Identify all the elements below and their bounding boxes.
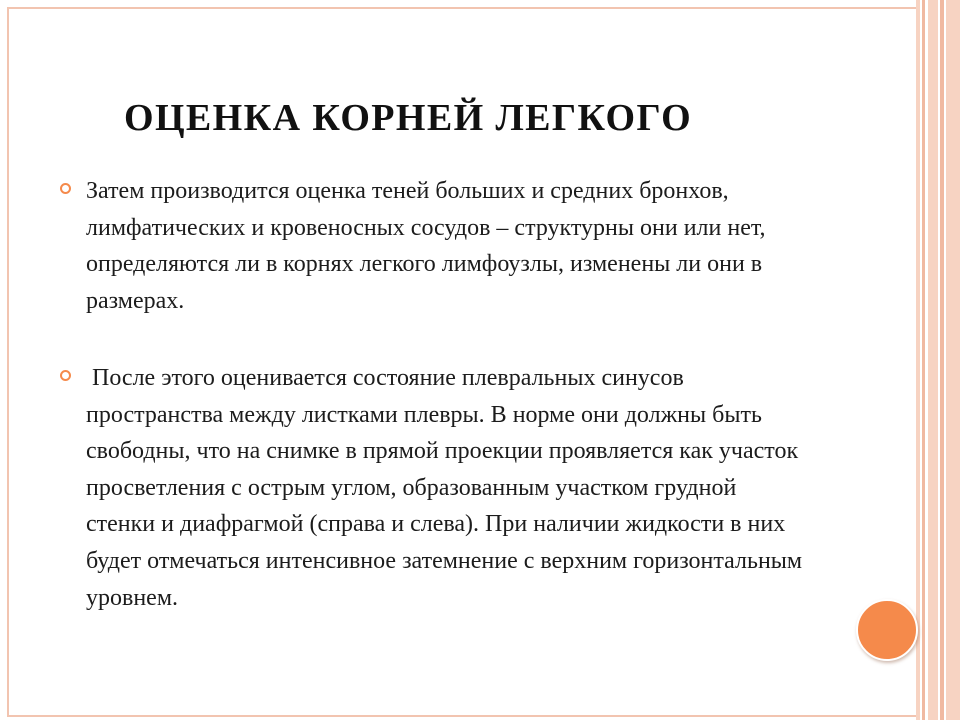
paragraph-1: Затем производится оценка теней больших и средних бронхов, лимфатических и кровеносных сосудов – структурны они или нет, определяются ли в корнях легкого лимфоузлы, изменены ли они в размерах. bbox=[86, 178, 766, 314]
decorative-stripes bbox=[916, 0, 960, 720]
bullet-ring-icon bbox=[60, 370, 71, 381]
paragraph-2: После этого оценивается состояние плевральных синусов пространства между листками плевры. В норме они должны быть свободны, что на снимке в прямой проекции проявляется как участок просветления с острым углом, образованным участком грудной стенки и диафрагмой (справа и слева). При наличии жидкости в них будет отмечаться интенсивное затемнение с верхним горизонтальным уровнем. bbox=[86, 365, 809, 611]
stripe bbox=[928, 0, 938, 720]
stripe bbox=[946, 0, 960, 720]
stripe bbox=[916, 0, 920, 720]
slide-title: ОЦЕНКА КОРНЕЙ ЛЕГКОГО bbox=[124, 97, 693, 139]
stripe bbox=[922, 0, 925, 720]
bullet-ring-icon bbox=[60, 183, 71, 194]
stripe bbox=[940, 0, 944, 720]
decorative-circle bbox=[856, 599, 918, 661]
